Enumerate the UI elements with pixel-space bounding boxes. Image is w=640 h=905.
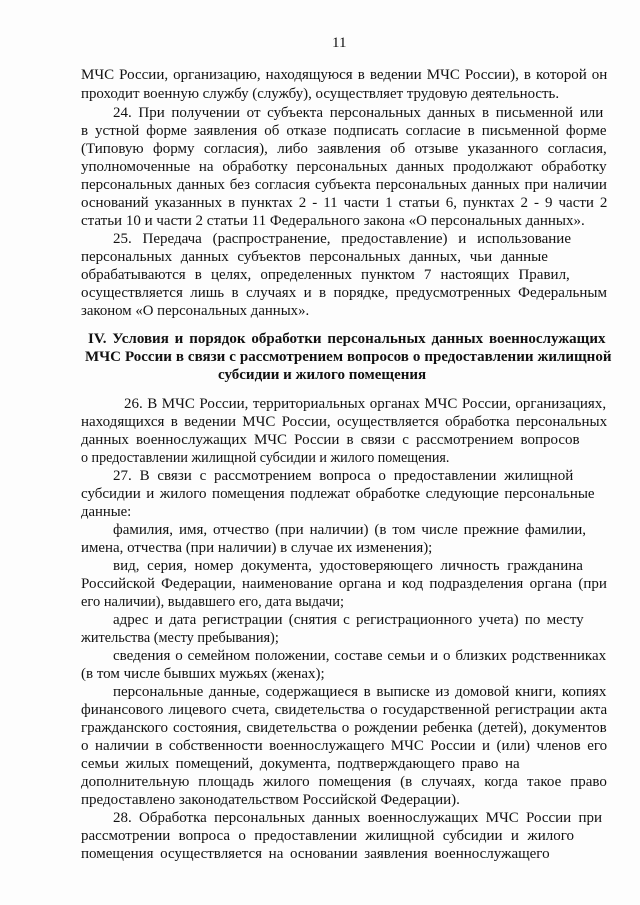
text-line: (в том числе бывших мужьях (женах); — [81, 666, 325, 682]
text-line: 27. В связи с рассмотрением вопроса о предоставлении жилищной — [113, 468, 574, 484]
text-line: оснований указанных в пунктах 2 - 11 части 1 статьи 6, пунктах 2 - 9 части 2 — [81, 195, 608, 211]
text-line: (Типовую форму согласия), либо заявления об отзыве указанного согласия, — [81, 141, 607, 157]
text-line: фамилия, имя, отчество (при наличии) (в том числе прежние фамилии, — [113, 522, 587, 538]
text-line: семьи жилых помещений, документа, подтверждающего право на — [81, 756, 520, 772]
text-line: обрабатываются в целях, определенных пунктом 7 настоящих Правил, — [81, 267, 570, 283]
text-line: помещения осуществляется на основании заявления военнослужащего — [81, 846, 550, 862]
text-line: данных военнослужащих МЧС России в связи с рассмотрением вопросов — [81, 432, 580, 448]
text-line: адрес и дата регистрации (снятия с регистрационного учета) по месту — [113, 612, 584, 628]
text-line: рассмотрении вопроса о предоставлении жилищной субсидии и жилого — [81, 828, 574, 844]
text-line: 26. В МЧС России, территориальных органах МЧС России, организациях, — [124, 396, 607, 412]
text-line: его наличии), выдавшего его, дата выдачи; — [81, 594, 344, 610]
text-line: статьи 10 и части 2 статьи 11 Федерального закона «О персональных данных». — [81, 213, 585, 229]
text-line: дополнительную площадь жилого помещения (в случаях, когда такое право — [81, 774, 607, 790]
text-line: субсидии и жилого помещения подлежат обработке следующие персональные — [81, 486, 595, 502]
text-line: осуществляется лишь в случаях и в порядке, предусмотренных Федеральным — [81, 285, 607, 301]
text-line: находящихся в ведении МЧС России, осуществляется обработка персональных — [81, 414, 608, 430]
text-line: персональные данные, содержащиеся в выписке из домовой книги, копиях — [113, 684, 607, 700]
page-number: 11 — [332, 35, 347, 51]
section-heading-line: субсидии и жилого помещения — [218, 367, 427, 383]
text-line: финансового лицевого счета, свидетельства о государственной регистрации акта — [81, 702, 608, 718]
text-line: о предоставлении жилищной субсидии и жилого помещения. — [81, 450, 450, 466]
section-heading-line: МЧС России в связи с рассмотрением вопросов о предоставлении жилищной — [85, 349, 612, 365]
text-line: 24. При получении от субъекта персональных данных в письменной или — [113, 105, 604, 121]
text-line: жительства (месту пребывания); — [81, 630, 279, 646]
section-heading-line: IV. Условия и порядок обработки персональных данных военнослужащих — [88, 331, 606, 347]
text-line: о наличии в собственности военнослужащего МЧС России и (или) членов его — [81, 738, 608, 754]
text-line: законом «О персональных данных». — [81, 303, 310, 319]
text-line: Российской Федерации, наименование органа и код подразделения органа (при — [81, 576, 607, 592]
text-line: уполномоченные на обработку персональных данных продолжают обработку — [81, 159, 607, 175]
text-line: гражданского состояния, свидетельства о рождении ребенка (детей), документов — [81, 720, 607, 736]
text-line: 25. Передача (распространение, предоставление) и использование — [113, 231, 571, 247]
text-line: данные: — [81, 504, 132, 520]
text-line: сведения о семейном положении, составе семьи и о близких родственниках — [113, 648, 607, 664]
text-line: вид, серия, номер документа, удостоверяющего личность гражданина — [113, 558, 583, 574]
text-line: 28. Обработка персональных данных военнослужащих МЧС России при — [113, 810, 602, 826]
text-line: персональных данных без согласия субъекта персональных данных при наличии — [81, 177, 607, 193]
text-line: имена, отчества (при наличии) в случае их изменения); — [81, 540, 433, 556]
text-line: предоставлено законодательством Российской Федерации). — [81, 792, 460, 808]
text-line: проходит военную службу (службу), осуществляет трудовую деятельность. — [81, 86, 560, 102]
text-line: в устной форме заявления об отказе подписать согласие в письменной форме — [81, 123, 607, 139]
text-line: МЧС России, организацию, находящуюся в ведении МЧС России), в которой он — [81, 67, 608, 83]
text-line: персональных данных субъектов персональных данных, чьи данные — [81, 249, 548, 265]
